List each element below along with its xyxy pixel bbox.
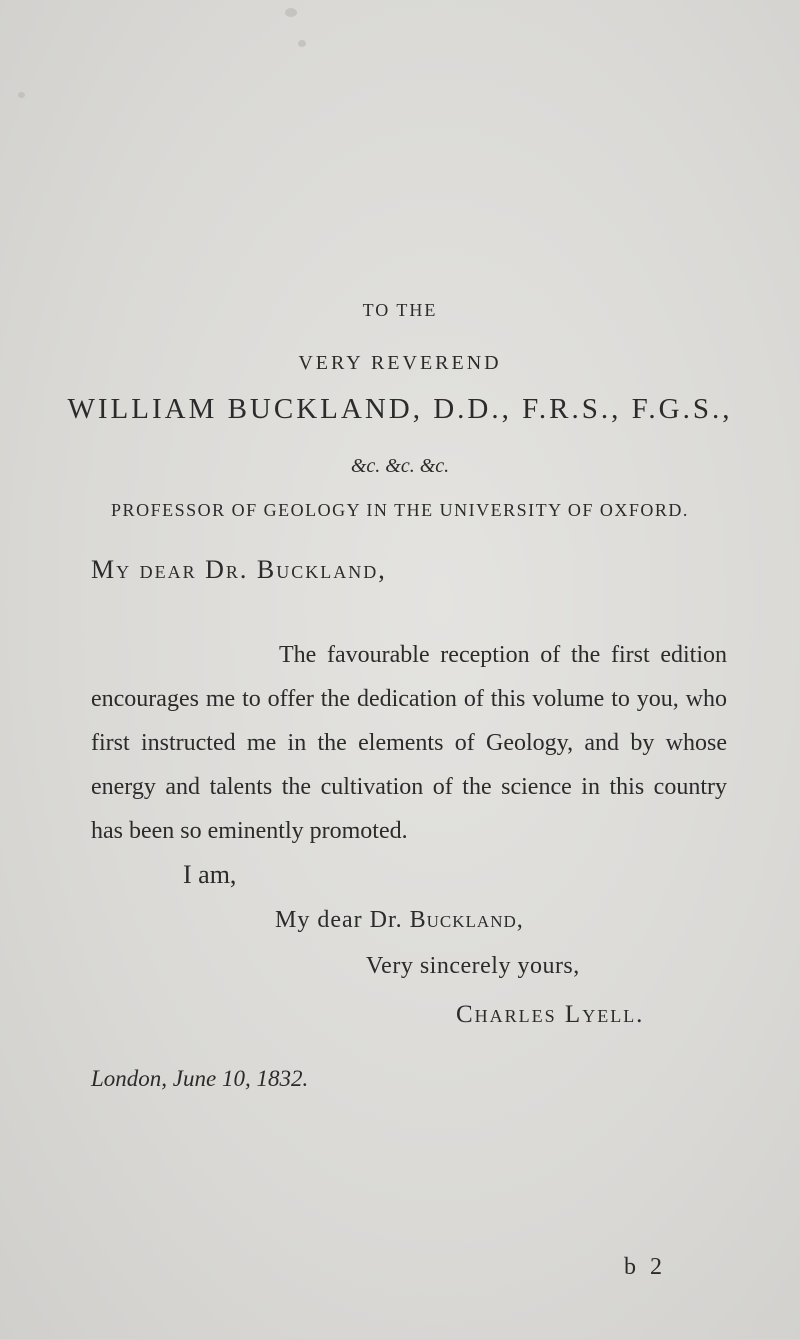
closing-addressee-name: Buckland, — [409, 907, 524, 933]
closing-i-am: I am, — [183, 860, 237, 889]
dedication-to-the: TO THE — [362, 300, 438, 320]
dedication-very-reverend: VERY REVEREND — [298, 352, 502, 374]
paper-stain — [298, 40, 306, 47]
place-and-date: London, June 10, 1832. — [91, 1066, 309, 1091]
dedication-etc: &c. &c. &c. — [350, 455, 450, 477]
closing-addressee-prefix: My dear Dr. — [275, 907, 410, 933]
closing-sign-off: Very sincerely yours, — [366, 953, 580, 979]
letter-salutation: My dear Dr. Buckland, — [91, 555, 387, 584]
paper-stain — [18, 92, 25, 98]
closing-author: Charles Lyell. — [456, 1001, 645, 1028]
letter-body: The favourable reception of the first edition encourages me to offer the dedication of this volume to you, who first instructed me in the elements of Geology, and by whose energy and talents the cultivation of the science in this country has been so eminently promoted. — [91, 642, 727, 844]
closing-addressee — [275, 907, 524, 934]
dedicatee-professorship: PROFESSOR OF GEOLOGY IN THE UNIVERSITY OF OXFORD. — [111, 500, 689, 520]
dedicatee-name: WILLIAM BUCKLAND, D.D., F.R.S., F.G.S., — [67, 393, 733, 425]
printer-signature-mark: b 2 — [624, 1254, 666, 1280]
paper-stain — [285, 8, 297, 17]
